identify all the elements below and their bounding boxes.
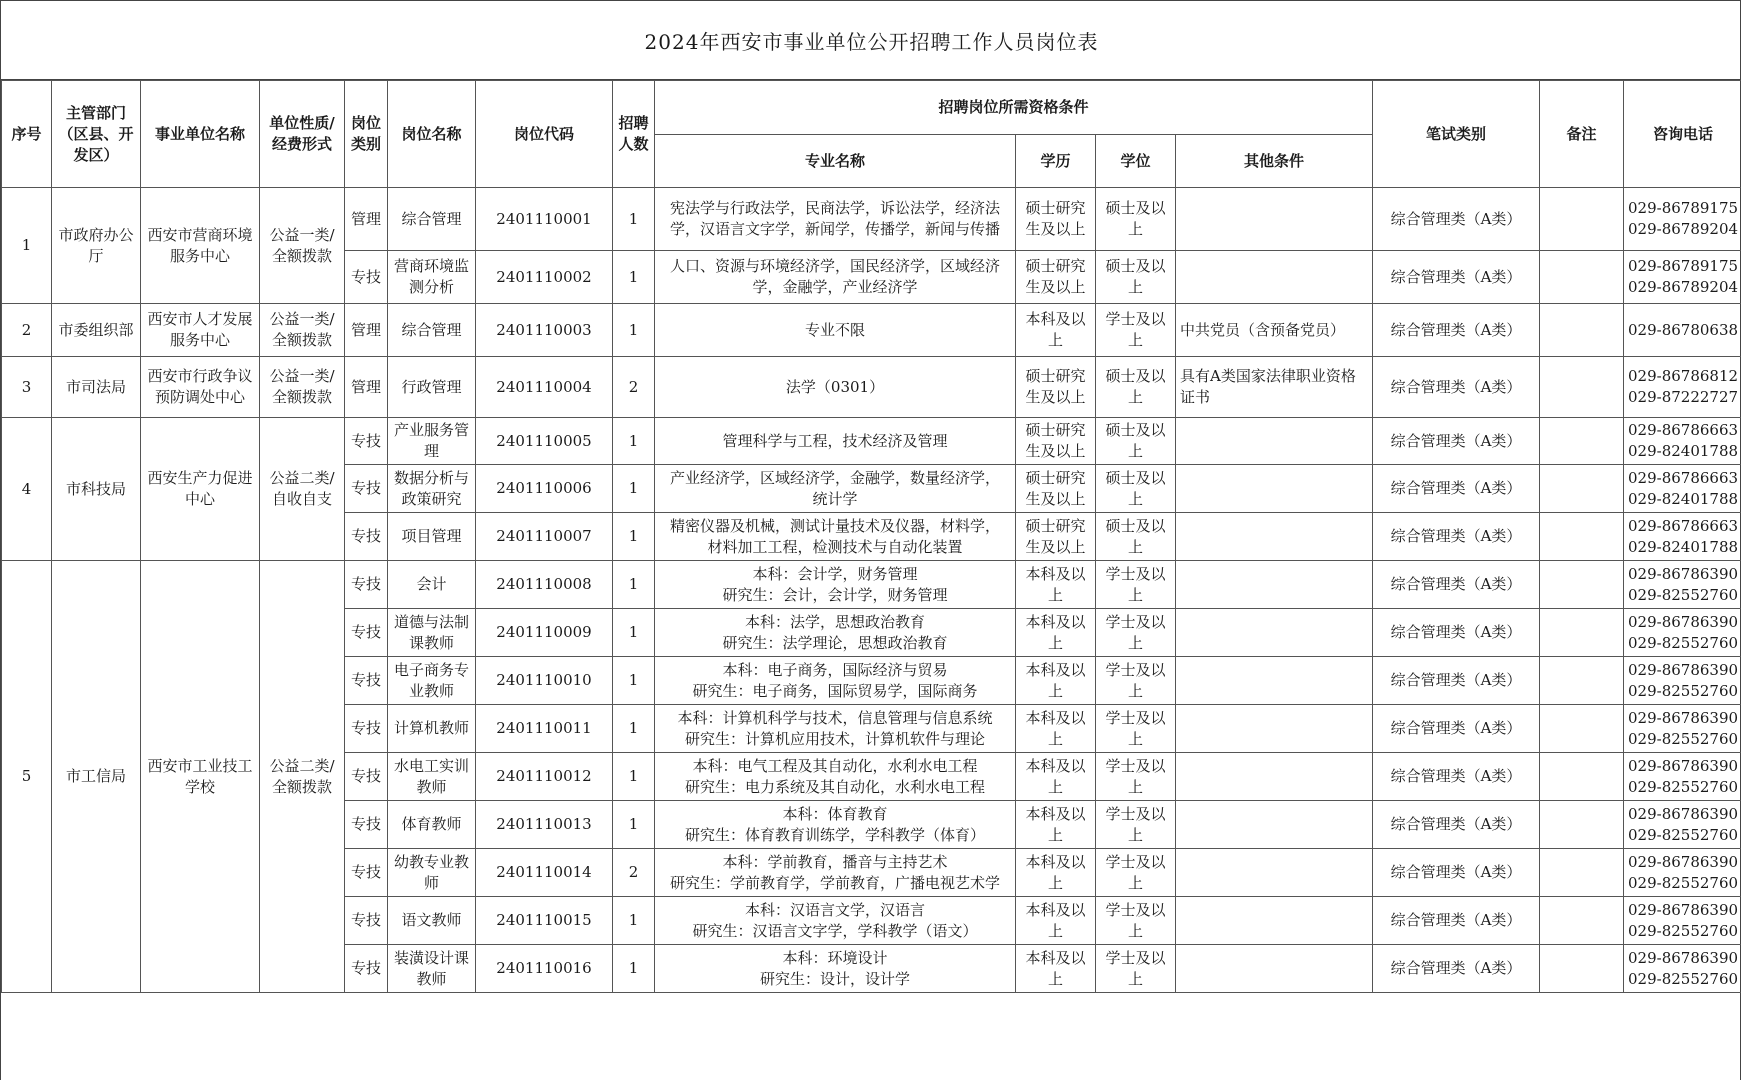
- header-phone: 咨询电话: [1624, 81, 1741, 188]
- cell-nature: 公益二类/全额拨款: [260, 561, 345, 993]
- cell-major: [655, 251, 1016, 304]
- cell-degree: 学士及以上: [1096, 561, 1176, 609]
- major-line: 专业不限: [804, 320, 865, 339]
- phone-number: 029-86786390: [1628, 948, 1739, 967]
- phone-number: 029-82401788: [1628, 489, 1739, 508]
- major-line: 本科：环境设计: [782, 948, 888, 967]
- cell-other-conditions: [1176, 753, 1373, 801]
- cell-position-code: 2401110003: [476, 304, 613, 357]
- cell-position-code: 2401110012: [476, 753, 613, 801]
- phone-number: 029-86786390: [1628, 756, 1739, 775]
- cell-position-code: 2401110014: [476, 849, 613, 897]
- cell-major: [655, 945, 1016, 993]
- cell-note: [1540, 897, 1624, 945]
- cell-note: [1540, 513, 1624, 561]
- cell-degree: 学士及以上: [1096, 897, 1176, 945]
- header-unit: 事业单位名称: [141, 81, 260, 188]
- phone-number: 029-86786390: [1628, 708, 1739, 727]
- cell-position-code: 2401110016: [476, 945, 613, 993]
- cell-note: [1540, 304, 1624, 357]
- phone-number: 029-86786390: [1628, 900, 1739, 919]
- cell-position-code: 2401110009: [476, 609, 613, 657]
- phone-number: 029-82552760: [1628, 729, 1739, 748]
- cell-exam-type: 综合管理类（A类）: [1373, 418, 1540, 465]
- cell-phone: [1624, 513, 1741, 561]
- cell-dept: 市科技局: [52, 418, 141, 561]
- cell-education: 本科及以上: [1016, 801, 1096, 849]
- cell-education: 本科及以上: [1016, 945, 1096, 993]
- cell-exam-type: 综合管理类（A类）: [1373, 657, 1540, 705]
- cell-major: [655, 513, 1016, 561]
- phone-number: 029-82552760: [1628, 585, 1739, 604]
- phone-number: 029-82401788: [1628, 537, 1739, 556]
- major-line: 本科：电子商务，国际经济与贸易: [722, 660, 948, 679]
- cell-exam-type: 综合管理类（A类）: [1373, 801, 1540, 849]
- phone-number: 029-86789175: [1628, 199, 1739, 217]
- cell-seq: 2: [2, 304, 52, 357]
- major-line: 研究生：计算机应用技术，计算机软件与理论: [684, 729, 985, 748]
- cell-note: [1540, 945, 1624, 993]
- header-other: 其他条件: [1176, 135, 1373, 188]
- cell-headcount: 1: [613, 945, 655, 993]
- cell-education: 硕士研究生及以上: [1016, 357, 1096, 418]
- cell-major: [655, 705, 1016, 753]
- cell-position-name: 产业服务管理: [388, 418, 476, 465]
- phone-number: 029-82552760: [1628, 825, 1739, 844]
- cell-note: [1540, 357, 1624, 418]
- major-line: 人口、资源与环境经济学，国民经济学，区域经济: [669, 257, 1000, 275]
- header-nature: 单位性质/经费形式: [260, 81, 345, 188]
- cell-other-conditions: [1176, 513, 1373, 561]
- cell-note: [1540, 251, 1624, 304]
- phone-number: 029-86789204: [1628, 220, 1739, 238]
- header-pcode: 岗位代码: [476, 81, 613, 188]
- cell-exam-type: 综合管理类（A类）: [1373, 304, 1540, 357]
- major-line: 统计学: [812, 489, 858, 508]
- cell-note: [1540, 801, 1624, 849]
- cell-education: 本科及以上: [1016, 897, 1096, 945]
- header-ptype: 岗位类别: [345, 81, 388, 188]
- cell-degree: 学士及以上: [1096, 609, 1176, 657]
- phone-number: 029-82552760: [1628, 777, 1739, 796]
- phone-number: 029-87222727: [1628, 388, 1739, 406]
- cell-position-code: 2401110015: [476, 897, 613, 945]
- cell-headcount: 1: [613, 561, 655, 609]
- cell-phone: [1624, 753, 1741, 801]
- major-line: 本科：法学，思想政治教育: [744, 612, 925, 631]
- header-note: 备注: [1540, 81, 1624, 188]
- phone-number: 029-82401788: [1628, 442, 1739, 460]
- table-row: [2, 357, 1741, 418]
- header-requirements: 招聘岗位所需资格条件: [655, 81, 1373, 135]
- cell-position-type: 专技: [345, 251, 388, 304]
- phone-number: 029-86786390: [1628, 804, 1739, 823]
- cell-note: [1540, 465, 1624, 513]
- cell-headcount: 1: [613, 657, 655, 705]
- table-body: [2, 188, 1741, 993]
- cell-major: [655, 849, 1016, 897]
- cell-phone: [1624, 188, 1741, 251]
- header-num: 招聘人数: [613, 81, 655, 188]
- cell-degree: 学士及以上: [1096, 705, 1176, 753]
- cell-degree: 硕士及以上: [1096, 188, 1176, 251]
- cell-phone: [1624, 705, 1741, 753]
- cell-exam-type: 综合管理类（A类）: [1373, 513, 1540, 561]
- cell-phone: [1624, 251, 1741, 304]
- major-line: 学，汉语言文字学，新闻学，传播学，新闻与传播: [669, 220, 1000, 238]
- cell-major: [655, 465, 1016, 513]
- cell-position-code: 2401110010: [476, 657, 613, 705]
- cell-seq: 4: [2, 418, 52, 561]
- cell-education: 本科及以上: [1016, 705, 1096, 753]
- cell-headcount: 1: [613, 801, 655, 849]
- cell-headcount: 1: [613, 513, 655, 561]
- cell-other-conditions: [1176, 801, 1373, 849]
- cell-major: [655, 801, 1016, 849]
- cell-position-code: 2401110001: [476, 188, 613, 251]
- major-line: 本科：电气工程及其自动化，水利水电工程: [692, 756, 978, 775]
- cell-position-name: 行政管理: [388, 357, 476, 418]
- cell-headcount: 1: [613, 753, 655, 801]
- header-row-1: [2, 81, 1741, 135]
- major-line: 本科：计算机科学与技术，信息管理与信息系统: [677, 708, 993, 727]
- cell-note: [1540, 753, 1624, 801]
- cell-headcount: 2: [613, 849, 655, 897]
- cell-education: 硕士研究生及以上: [1016, 513, 1096, 561]
- phone-number: 029-86786390: [1628, 612, 1739, 631]
- major-line: 研究生：法学理论，思想政治教育: [722, 633, 948, 652]
- cell-exam-type: 综合管理类（A类）: [1373, 945, 1540, 993]
- table-row: [2, 188, 1741, 251]
- cell-degree: 硕士及以上: [1096, 513, 1176, 561]
- table-row: [2, 561, 1741, 609]
- cell-position-type: 专技: [345, 945, 388, 993]
- major-line: 法学（0301）: [785, 377, 885, 396]
- major-line: 本科：汉语言文学，汉语言: [744, 900, 925, 919]
- cell-unit: 西安市营商环境服务中心: [141, 188, 260, 304]
- major-line: 研究生：设计，设计学: [759, 969, 910, 988]
- header-major: 专业名称: [655, 135, 1016, 188]
- cell-other-conditions: 具有A类国家法律职业资格证书: [1176, 357, 1373, 418]
- cell-other-conditions: [1176, 418, 1373, 465]
- cell-other-conditions: [1176, 188, 1373, 251]
- cell-other-conditions: [1176, 657, 1373, 705]
- cell-other-conditions: [1176, 609, 1373, 657]
- cell-position-name: 综合管理: [388, 304, 476, 357]
- cell-unit: 西安市行政争议预防调处中心: [141, 357, 260, 418]
- phone-number: 029-86786663: [1628, 421, 1739, 439]
- cell-seq: 1: [2, 188, 52, 304]
- phone-number: 029-86789204: [1628, 278, 1739, 296]
- cell-note: [1540, 849, 1624, 897]
- cell-major: [655, 609, 1016, 657]
- cell-other-conditions: [1176, 705, 1373, 753]
- cell-exam-type: 综合管理类（A类）: [1373, 357, 1540, 418]
- cell-nature: 公益二类/自收自支: [260, 418, 345, 561]
- cell-headcount: 1: [613, 418, 655, 465]
- cell-position-code: 2401110005: [476, 418, 613, 465]
- cell-degree: 学士及以上: [1096, 657, 1176, 705]
- cell-phone: [1624, 561, 1741, 609]
- cell-education: 硕士研究生及以上: [1016, 188, 1096, 251]
- cell-degree: 硕士及以上: [1096, 251, 1176, 304]
- cell-position-name: 装潢设计课教师: [388, 945, 476, 993]
- cell-major: [655, 561, 1016, 609]
- cell-education: 本科及以上: [1016, 609, 1096, 657]
- cell-exam-type: 综合管理类（A类）: [1373, 251, 1540, 304]
- cell-headcount: 1: [613, 251, 655, 304]
- cell-exam-type: 综合管理类（A类）: [1373, 561, 1540, 609]
- cell-position-code: 2401110008: [476, 561, 613, 609]
- cell-dept: 市司法局: [52, 357, 141, 418]
- cell-position-name: 体育教师: [388, 801, 476, 849]
- major-line: 管理科学与工程，技术经济及管理: [722, 431, 948, 450]
- major-line: 研究生：会计，会计学，财务管理: [722, 585, 948, 604]
- cell-phone: [1624, 849, 1741, 897]
- cell-phone: [1624, 801, 1741, 849]
- cell-education: 本科及以上: [1016, 849, 1096, 897]
- phone-number: 029-82552760: [1628, 681, 1739, 700]
- major-line: 宪法学与行政法学，民商法学，诉讼法学，经济法: [669, 199, 1000, 217]
- cell-position-type: 专技: [345, 609, 388, 657]
- cell-nature: 公益一类/全额拨款: [260, 188, 345, 304]
- cell-position-type: 管理: [345, 188, 388, 251]
- cell-nature: 公益一类/全额拨款: [260, 357, 345, 418]
- cell-unit: 西安市人才发展服务中心: [141, 304, 260, 357]
- phone-number: 029-86786663: [1628, 516, 1739, 535]
- major-line: 研究生：电子商务，国际贸易学，国际商务: [692, 681, 978, 700]
- phone-number: 029-82552760: [1628, 873, 1739, 892]
- cell-seq: 5: [2, 561, 52, 993]
- major-line: 学，金融学，产业经济学: [752, 278, 918, 296]
- phone-number: 029-86786390: [1628, 564, 1739, 583]
- major-line: 研究生：学前教育学，学前教育，广播电视艺术学: [669, 873, 1000, 892]
- cell-education: 本科及以上: [1016, 304, 1096, 357]
- cell-exam-type: 综合管理类（A类）: [1373, 609, 1540, 657]
- cell-unit: 西安生产力促进中心: [141, 418, 260, 561]
- cell-phone: [1624, 897, 1741, 945]
- cell-exam-type: 综合管理类（A类）: [1373, 753, 1540, 801]
- cell-phone: [1624, 465, 1741, 513]
- cell-position-type: 专技: [345, 418, 388, 465]
- cell-headcount: 1: [613, 609, 655, 657]
- cell-position-type: 专技: [345, 801, 388, 849]
- cell-exam-type: 综合管理类（A类）: [1373, 897, 1540, 945]
- cell-nature: 公益一类/全额拨款: [260, 304, 345, 357]
- cell-major: [655, 657, 1016, 705]
- cell-note: [1540, 188, 1624, 251]
- cell-other-conditions: [1176, 561, 1373, 609]
- cell-headcount: 1: [613, 897, 655, 945]
- cell-degree: 硕士及以上: [1096, 418, 1176, 465]
- cell-headcount: 2: [613, 357, 655, 418]
- major-line: 研究生：电力系统及其自动化，水利水电工程: [684, 777, 985, 796]
- cell-position-type: 专技: [345, 561, 388, 609]
- cell-position-name: 语文教师: [388, 897, 476, 945]
- cell-headcount: 1: [613, 705, 655, 753]
- cell-position-name: 综合管理: [388, 188, 476, 251]
- header-dept: 主管部门（区县、开发区）: [52, 81, 141, 188]
- cell-note: [1540, 609, 1624, 657]
- cell-position-name: 项目管理: [388, 513, 476, 561]
- cell-other-conditions: [1176, 945, 1373, 993]
- cell-position-code: 2401110004: [476, 357, 613, 418]
- cell-headcount: 1: [613, 465, 655, 513]
- cell-major: [655, 304, 1016, 357]
- cell-position-code: 2401110011: [476, 705, 613, 753]
- cell-note: [1540, 657, 1624, 705]
- cell-position-type: 专技: [345, 849, 388, 897]
- cell-position-name: 电子商务专业教师: [388, 657, 476, 705]
- cell-position-type: 专技: [345, 657, 388, 705]
- cell-degree: 学士及以上: [1096, 945, 1176, 993]
- cell-degree: 硕士及以上: [1096, 357, 1176, 418]
- header-deg: 学位: [1096, 135, 1176, 188]
- cell-position-name: 数据分析与政策研究: [388, 465, 476, 513]
- cell-other-conditions: 中共党员（含预备党员）: [1176, 304, 1373, 357]
- cell-phone: [1624, 418, 1741, 465]
- cell-position-name: 水电工实训教师: [388, 753, 476, 801]
- cell-position-code: 2401110013: [476, 801, 613, 849]
- cell-note: [1540, 705, 1624, 753]
- cell-education: 本科及以上: [1016, 657, 1096, 705]
- page-title: 2024年西安市事业单位公开招聘工作人员岗位表: [1, 0, 1741, 80]
- major-line: 研究生：体育教育训练学，学科教学（体育）: [684, 825, 985, 844]
- cell-education: 硕士研究生及以上: [1016, 418, 1096, 465]
- header-exam: 笔试类别: [1373, 81, 1540, 188]
- major-line: 精密仪器及机械，测试计量技术及仪器，材料学，: [669, 516, 1000, 535]
- cell-major: [655, 753, 1016, 801]
- table-row: [2, 418, 1741, 465]
- cell-position-type: 专技: [345, 753, 388, 801]
- table-header: [2, 81, 1741, 188]
- cell-major: [655, 188, 1016, 251]
- cell-dept: 市工信局: [52, 561, 141, 993]
- cell-unit: 西安市工业技工学校: [141, 561, 260, 993]
- cell-dept: 市政府办公厅: [52, 188, 141, 304]
- cell-position-type: 专技: [345, 465, 388, 513]
- cell-exam-type: 综合管理类（A类）: [1373, 705, 1540, 753]
- cell-position-code: 2401110002: [476, 251, 613, 304]
- major-line: 产业经济学，区域经济学，金融学，数量经济学，: [669, 468, 1000, 487]
- header-pname: 岗位名称: [388, 81, 476, 188]
- phone-number: 029-86786812: [1628, 367, 1739, 385]
- major-line: 本科：会计学，财务管理: [752, 564, 918, 583]
- cell-headcount: 1: [613, 188, 655, 251]
- cell-seq: 3: [2, 357, 52, 418]
- phone-number: 029-82552760: [1628, 633, 1739, 652]
- cell-phone: [1624, 945, 1741, 993]
- cell-degree: 学士及以上: [1096, 753, 1176, 801]
- cell-exam-type: 综合管理类（A类）: [1373, 188, 1540, 251]
- major-line: 本科：学前教育，播音与主持艺术: [722, 852, 948, 871]
- phone-number: 029-86786390: [1628, 852, 1739, 871]
- header-seq: 序号: [2, 81, 52, 188]
- cell-position-type: 管理: [345, 304, 388, 357]
- cell-exam-type: 综合管理类（A类）: [1373, 849, 1540, 897]
- cell-position-name: 营商环境监测分析: [388, 251, 476, 304]
- cell-position-name: 道德与法制课教师: [388, 609, 476, 657]
- cell-other-conditions: [1176, 465, 1373, 513]
- cell-education: 硕士研究生及以上: [1016, 251, 1096, 304]
- positions-table: [1, 80, 1741, 993]
- cell-phone: [1624, 609, 1741, 657]
- cell-major: [655, 897, 1016, 945]
- cell-phone: [1624, 657, 1741, 705]
- table-row: [2, 304, 1741, 357]
- cell-education: 本科及以上: [1016, 753, 1096, 801]
- major-line: 研究生：汉语言文字学，学科教学（语文）: [692, 921, 978, 940]
- cell-position-code: 2401110006: [476, 465, 613, 513]
- cell-position-type: 专技: [345, 513, 388, 561]
- header-edu: 学历: [1016, 135, 1096, 188]
- cell-other-conditions: [1176, 849, 1373, 897]
- cell-degree: 学士及以上: [1096, 801, 1176, 849]
- cell-education: 本科及以上: [1016, 561, 1096, 609]
- phone-number: 029-86786390: [1628, 660, 1739, 679]
- cell-degree: 学士及以上: [1096, 304, 1176, 357]
- phone-number: 029-86786663: [1628, 468, 1739, 487]
- cell-position-code: 2401110007: [476, 513, 613, 561]
- cell-position-type: 管理: [345, 357, 388, 418]
- cell-other-conditions: [1176, 897, 1373, 945]
- phone-number: 029-82552760: [1628, 969, 1739, 988]
- cell-position-type: 专技: [345, 705, 388, 753]
- cell-major: [655, 357, 1016, 418]
- cell-dept: 市委组织部: [52, 304, 141, 357]
- cell-position-name: 计算机教师: [388, 705, 476, 753]
- cell-degree: 硕士及以上: [1096, 465, 1176, 513]
- cell-position-name: 幼教专业教师: [388, 849, 476, 897]
- cell-phone: [1624, 357, 1741, 418]
- cell-headcount: 1: [613, 304, 655, 357]
- cell-position-type: 专技: [345, 897, 388, 945]
- cell-note: [1540, 418, 1624, 465]
- major-line: 材料加工工程，检测技术与自动化装置: [707, 537, 963, 556]
- cell-other-conditions: [1176, 251, 1373, 304]
- cell-note: [1540, 561, 1624, 609]
- cell-degree: 学士及以上: [1096, 849, 1176, 897]
- phone-number: 029-86789175: [1628, 257, 1739, 275]
- major-line: 本科：体育教育: [782, 804, 888, 823]
- phone-number: 029-82552760: [1628, 921, 1739, 940]
- cell-education: 硕士研究生及以上: [1016, 465, 1096, 513]
- phone-number: 029-86780638: [1628, 320, 1739, 339]
- cell-major: [655, 418, 1016, 465]
- cell-phone: [1624, 304, 1741, 357]
- cell-position-name: 会计: [388, 561, 476, 609]
- cell-exam-type: 综合管理类（A类）: [1373, 465, 1540, 513]
